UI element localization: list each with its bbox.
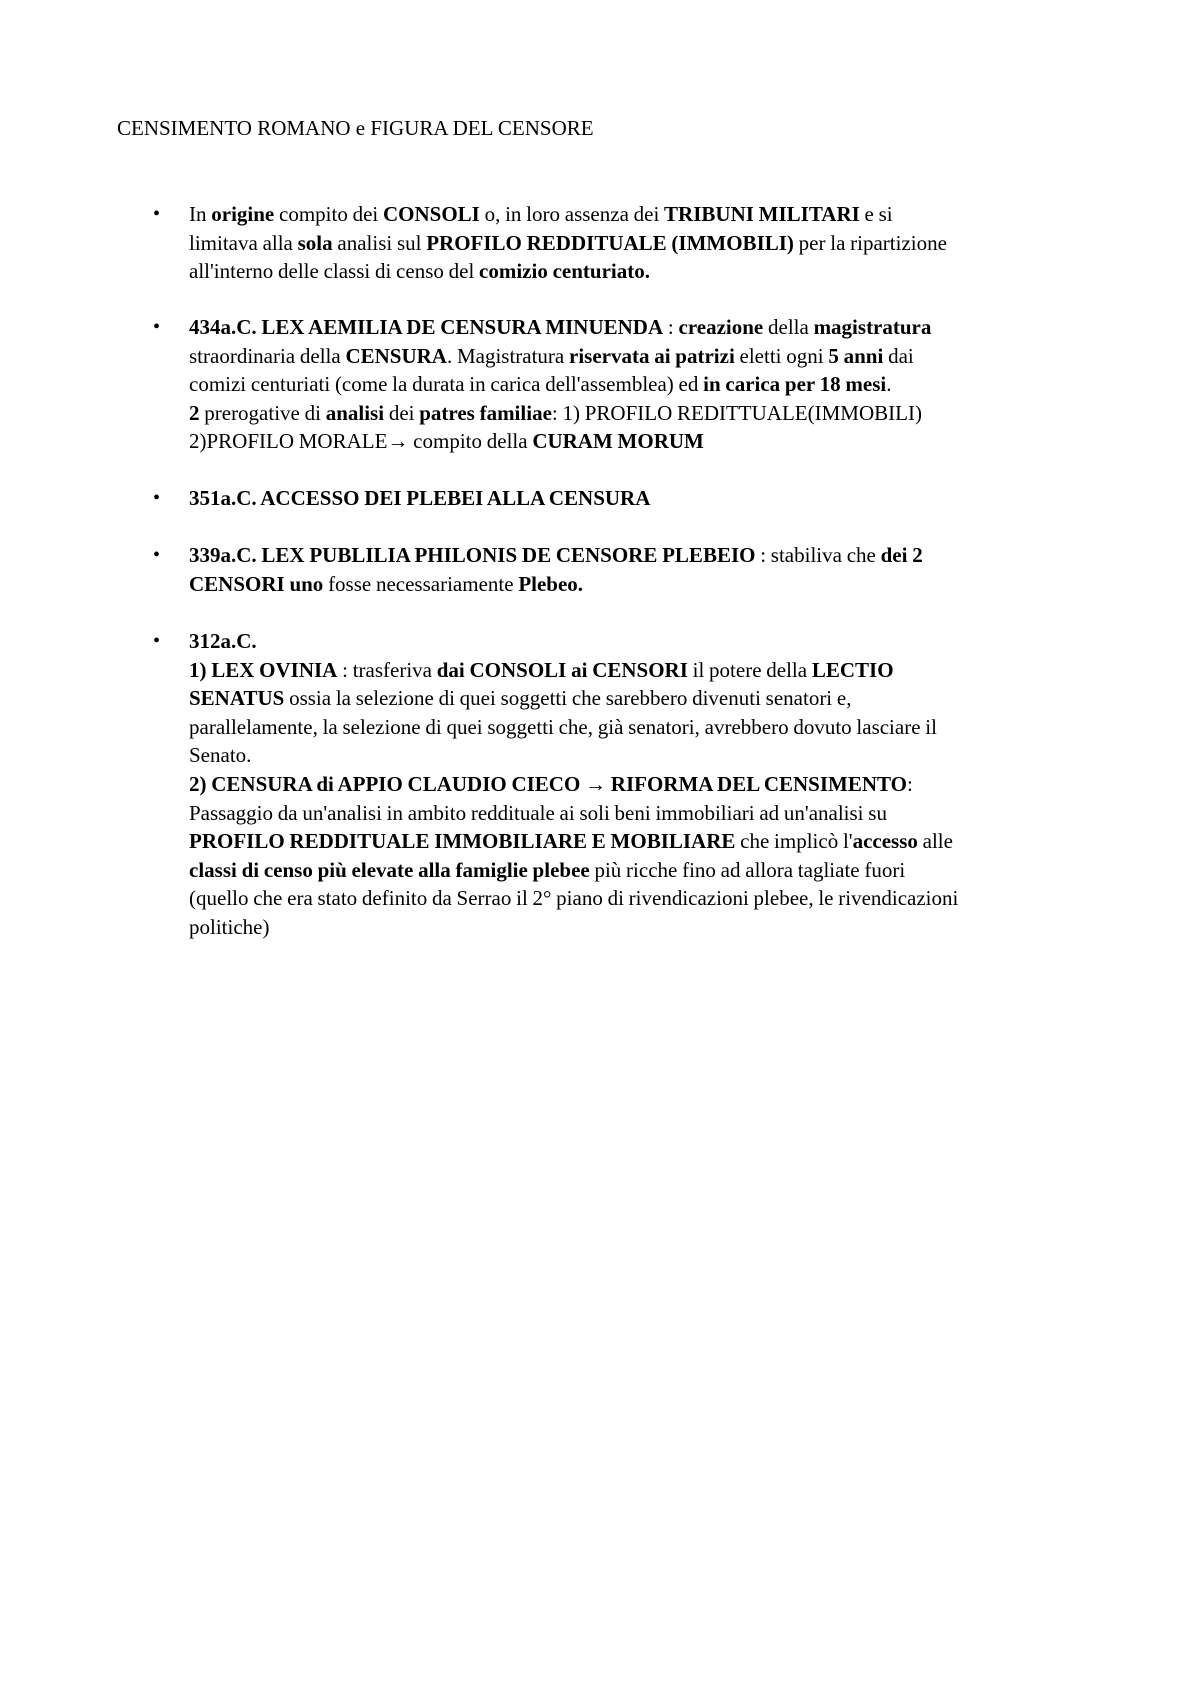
text-run-bold: 351a.C. ACCESSO DEI PLEBEI ALLA CENSURA bbox=[189, 486, 651, 510]
text-run-bold: origine bbox=[211, 202, 275, 226]
text-run: dai bbox=[883, 343, 914, 368]
list-item-text bbox=[189, 200, 1099, 286]
document-title: CENSIMENTO ROMANO e FIGURA DEL CENSORE bbox=[117, 116, 594, 140]
text-run-bold: creazione bbox=[678, 315, 764, 339]
text-run-bold: patres familiae bbox=[419, 400, 552, 425]
text-run-bold: dei 2 bbox=[880, 543, 923, 567]
text-run-bold: magistratura bbox=[813, 315, 932, 339]
text-line bbox=[189, 257, 1099, 286]
text-run-bold: CONSOLI bbox=[382, 202, 480, 226]
text-run-bold: 312a.C. bbox=[189, 629, 257, 653]
text-run: prerogative di bbox=[199, 400, 326, 425]
text-run-bold: CENSURA bbox=[345, 343, 447, 368]
text-run-bold: LECTIO bbox=[811, 657, 894, 682]
text-run: Passaggio da un'analisi in ambito reddituale ai soli beni immobiliari ad un'analisi su bbox=[189, 800, 887, 825]
bullet-icon: • bbox=[153, 630, 161, 652]
text-run: . Magistratura bbox=[446, 343, 569, 368]
list-item-text bbox=[189, 541, 1099, 598]
text-line bbox=[189, 200, 1099, 229]
text-line bbox=[189, 427, 1099, 456]
text-run: : trasferiva bbox=[337, 657, 437, 682]
text-run: comizi centuriati (come la durata in carica dell'assemblea) ed bbox=[189, 372, 704, 397]
text-run-bold: 2 bbox=[189, 400, 200, 425]
text-run-bold: Plebeo. bbox=[518, 571, 584, 596]
text-line bbox=[189, 399, 1099, 428]
text-run: : bbox=[906, 771, 913, 796]
text-run: In bbox=[189, 202, 212, 226]
text-line bbox=[189, 741, 1099, 770]
text-run: della bbox=[763, 315, 814, 339]
text-run-bold: CURAM MORUM bbox=[532, 429, 704, 454]
text-line bbox=[189, 627, 1099, 656]
list-item-text bbox=[189, 627, 1099, 942]
text-line bbox=[189, 484, 1099, 513]
text-line bbox=[189, 799, 1099, 828]
text-run: dei bbox=[384, 400, 420, 425]
text-run-bold: 1) LEX OVINIA bbox=[189, 657, 338, 682]
text-run: limitava alla bbox=[189, 230, 298, 255]
text-line bbox=[189, 913, 1099, 942]
text-run: per la ripartizione bbox=[793, 230, 947, 255]
text-run: all'interno delle classi di censo del bbox=[189, 259, 480, 284]
text-run-bold: PROFILO REDDITUALE (IMMOBILI) bbox=[426, 230, 794, 255]
list-item-text bbox=[189, 484, 1099, 513]
text-run-bold: analisi bbox=[325, 400, 385, 425]
text-run-bold: SENATUS bbox=[189, 686, 285, 711]
text-run: : bbox=[663, 315, 679, 339]
text-run: il potere della bbox=[687, 657, 812, 682]
text-run: : stabiliva che bbox=[755, 543, 881, 567]
text-run: politiche) bbox=[189, 914, 270, 939]
text-line bbox=[189, 656, 1099, 685]
text-run-bold: 2) CENSURA di APPIO CLAUDIO CIECO → RIFORMA DEL CENSIMENTO bbox=[189, 771, 907, 796]
text-run: eletti ogni bbox=[734, 343, 829, 368]
text-run: . bbox=[886, 372, 892, 397]
text-run: (quello che era stato definito da Serrao il 2° piano di rivendicazioni plebee, le rivendicazioni bbox=[189, 886, 959, 911]
bullet-icon: • bbox=[153, 316, 161, 338]
text-run: : 1) PROFILO REDITTUALE(IMMOBILI) bbox=[551, 400, 922, 425]
text-line bbox=[189, 884, 1099, 913]
text-line bbox=[189, 370, 1099, 399]
text-line bbox=[189, 684, 1099, 713]
text-line bbox=[189, 313, 1099, 342]
text-run: fosse necessariamente bbox=[323, 571, 519, 596]
text-line bbox=[189, 342, 1099, 371]
text-run: e si bbox=[859, 202, 893, 226]
text-line bbox=[189, 856, 1099, 885]
text-run: analisi sul bbox=[332, 230, 427, 255]
text-run: alle bbox=[917, 829, 953, 854]
text-line bbox=[189, 827, 1099, 856]
text-run: straordinaria della bbox=[189, 343, 346, 368]
text-line bbox=[189, 229, 1099, 258]
bullet-icon: • bbox=[153, 203, 161, 225]
text-run-bold: in carica per 18 mesi bbox=[703, 372, 887, 397]
text-run: o, in loro assenza dei bbox=[479, 202, 665, 226]
text-run-bold: 5 anni bbox=[828, 343, 884, 368]
text-run: parallelamente, la selezione di quei soggetti che, già senatori, avrebbero dovuto lasciare il bbox=[189, 714, 937, 739]
text-line bbox=[189, 570, 1099, 599]
text-run-bold: TRIBUNI MILITARI bbox=[664, 202, 860, 226]
text-run-bold: PROFILO REDDITUALE IMMOBILIARE E MOBILIARE bbox=[189, 829, 736, 854]
text-run: ossia la selezione di quei soggetti che sarebbero divenuti senatori e, bbox=[284, 686, 852, 711]
text-run-bold: classi di censo più elevate alla famiglie plebee bbox=[189, 857, 590, 882]
text-run: 2)PROFILO MORALE→ compito della bbox=[189, 429, 533, 454]
text-line bbox=[189, 713, 1099, 742]
text-run-bold: riservata ai patrizi bbox=[569, 343, 735, 368]
text-run-bold: accesso bbox=[852, 829, 918, 854]
text-line bbox=[189, 770, 1099, 799]
bullet-icon: • bbox=[153, 487, 161, 509]
text-run: compito dei bbox=[274, 202, 383, 226]
list-item-text bbox=[189, 313, 1099, 456]
text-run-bold: CENSORI uno bbox=[189, 571, 324, 596]
text-run-bold: dai CONSOLI ai CENSORI bbox=[436, 657, 688, 682]
text-run-bold: 434a.C. LEX AEMILIA DE CENSURA MINUENDA bbox=[189, 315, 664, 339]
text-run: più ricche fino ad allora tagliate fuori bbox=[589, 857, 906, 882]
text-run-bold: comizio centuriato. bbox=[479, 259, 650, 284]
text-run: Senato. bbox=[189, 743, 252, 768]
text-line bbox=[189, 541, 1099, 570]
bullet-icon: • bbox=[153, 544, 161, 566]
text-run-bold: 339a.C. LEX PUBLILIA PHILONIS DE CENSORE PLEBEIO bbox=[189, 543, 756, 567]
text-run-bold: sola bbox=[297, 230, 333, 255]
text-run: che implicò l' bbox=[735, 829, 853, 854]
